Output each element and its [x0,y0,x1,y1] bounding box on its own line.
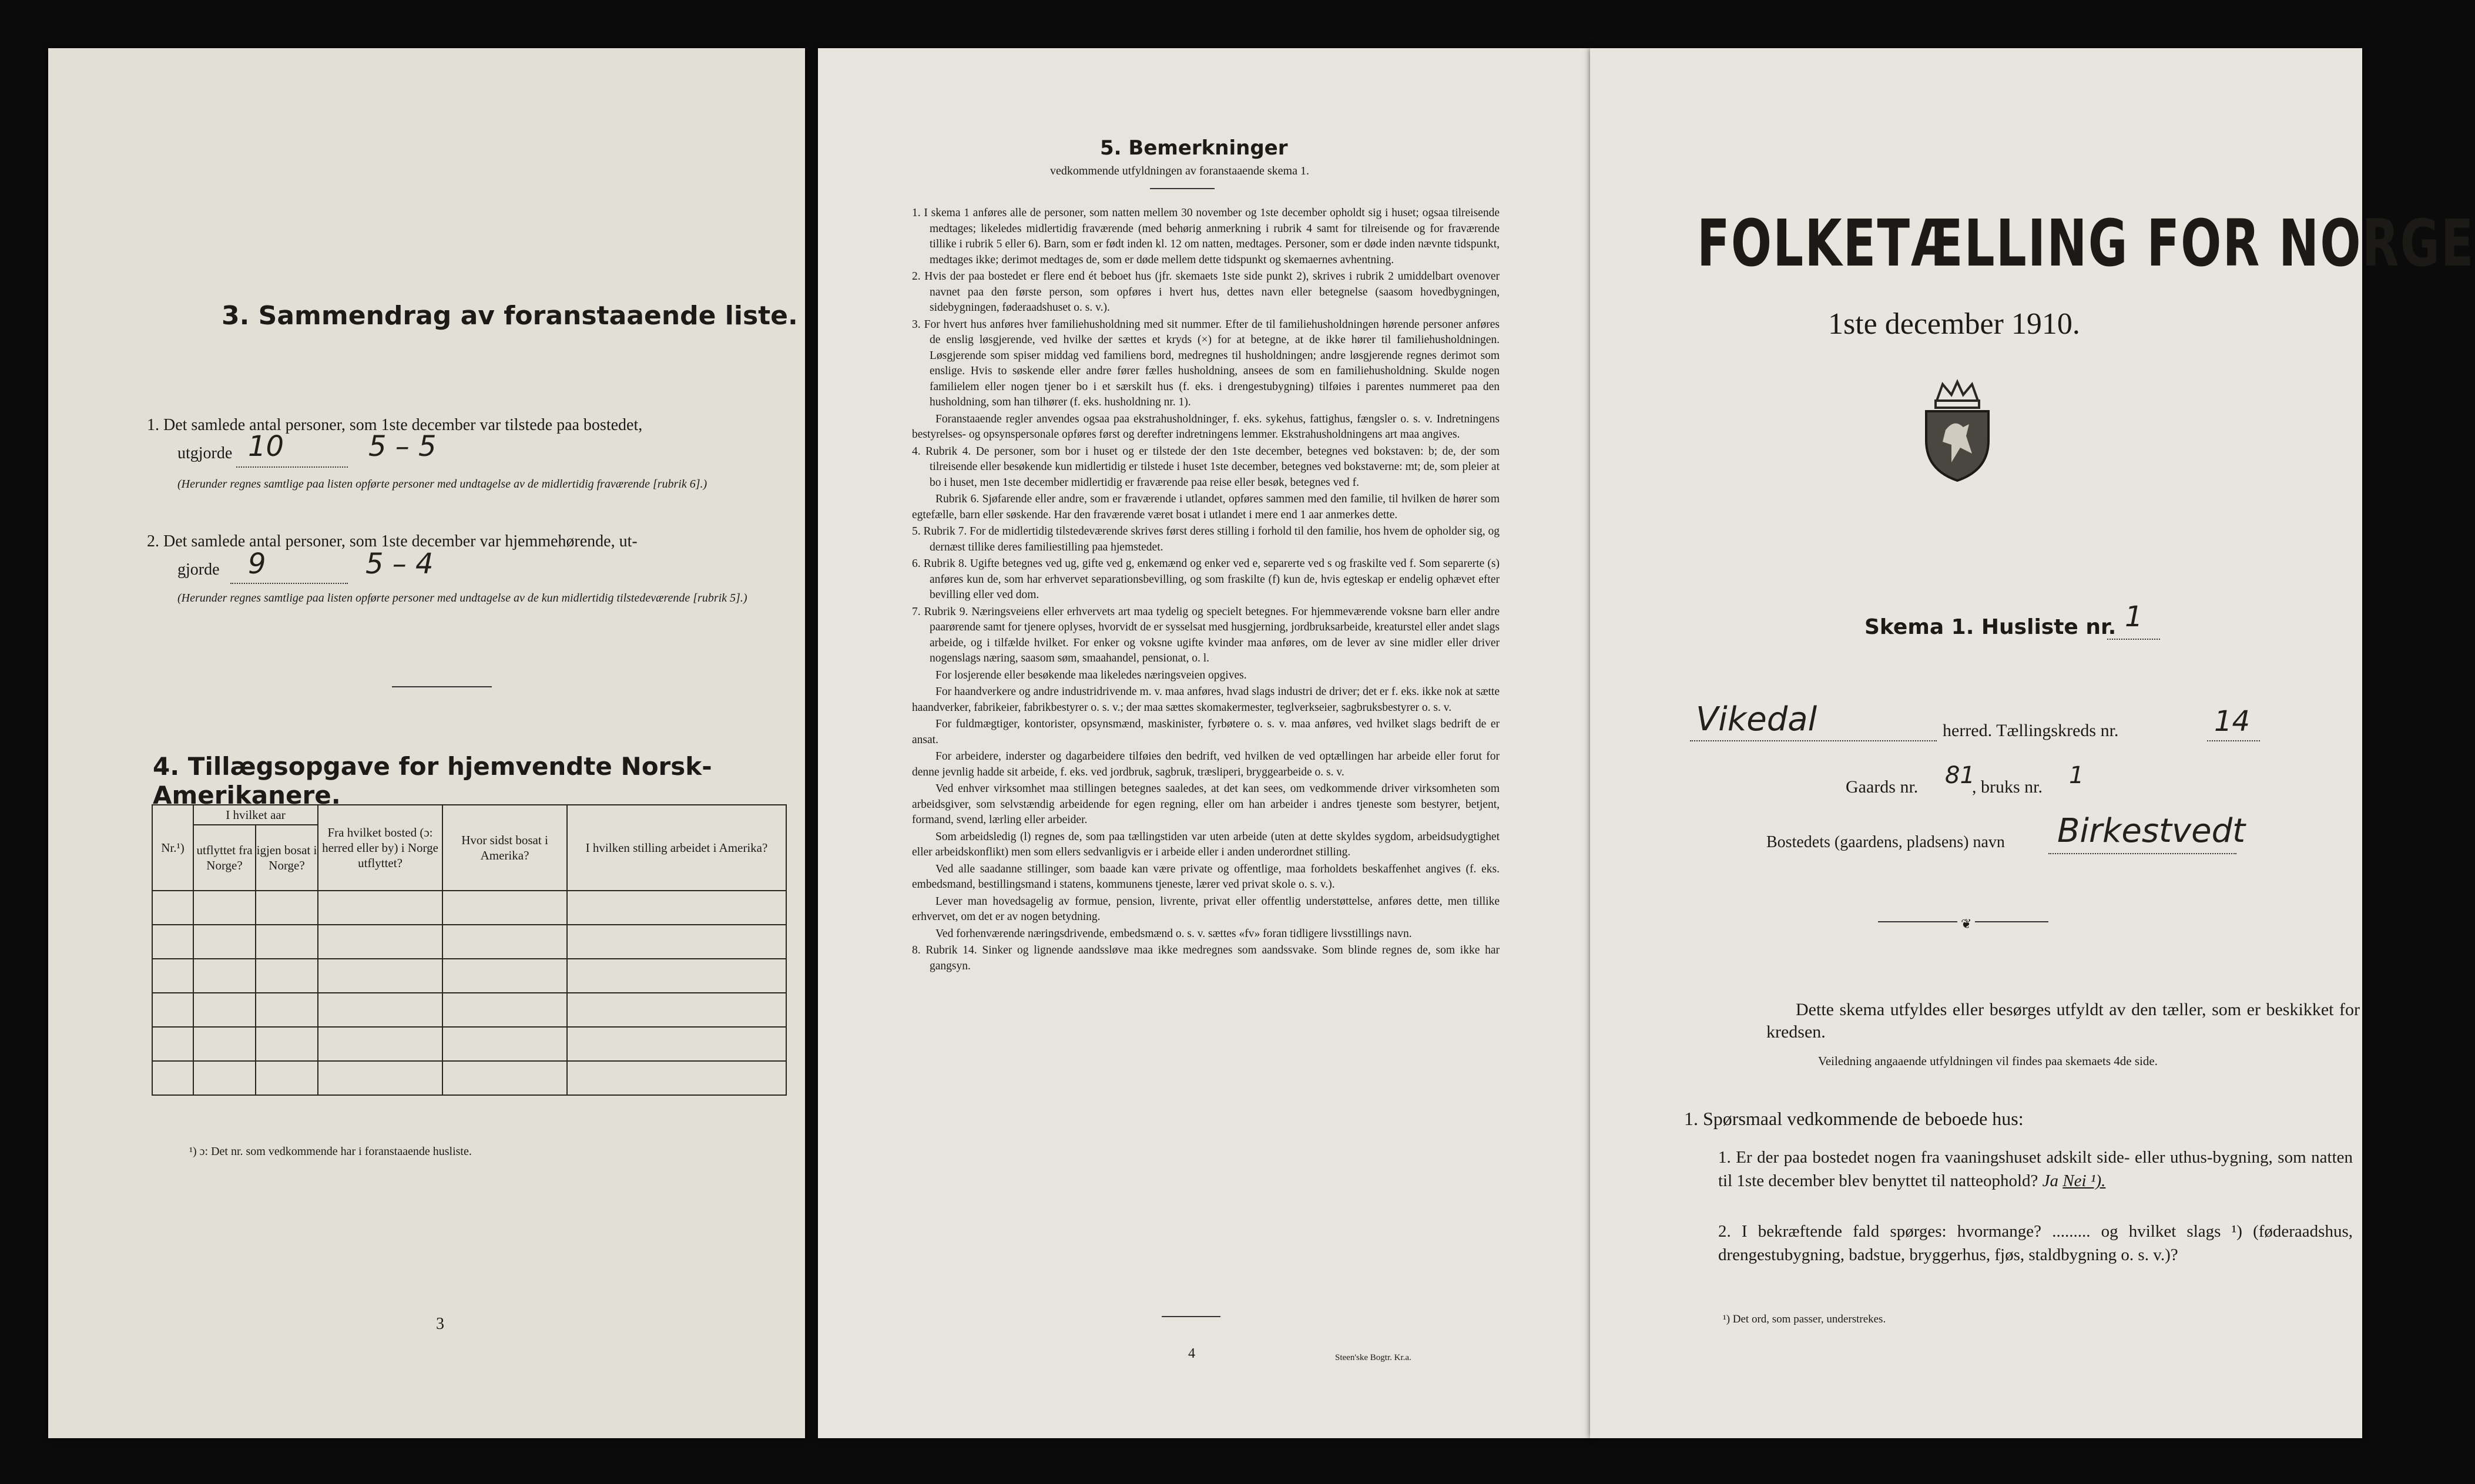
kreds-value: 14 [2214,705,2251,738]
table-footnote: ¹) ɔ: Det nr. som vedkommende har i foranstaaende husliste. [189,1145,472,1158]
remark-paragraph: 2. Hvis der paa bostedet er flere end ét beboet hus (jfr. skemaets 1ste side punkt 2), skrives i rubrik 2 umiddelbart ovenover navnet paa den første person, som opføres i hvert hus, dettes navn eller betegnelse (saasom hovedbygningen, sidebygningen, føderaadshuset o. s. v.). [912,270,1500,314]
guidance-text: Veiledning angaaende utfyldningen vil findes paa skemaets 4de side. [1818,1054,2158,1068]
instruction-text: Dette skema utfyldes eller besørges utfyldt av den tæller, som er beskikket for kredsen. [1766,1000,2360,1042]
bemerkninger-title: 5. Bemerkninger [1100,136,1288,160]
header-nr: Nr.¹) [152,805,193,891]
remark-paragraph: Ved enhver virksomhet maa stillingen betegnes saaledes, at det kan sees, om vedkommende driver virksomheten som arbeidsgiver, som selvstændig arbeidende for egen regning, eller om han arbeider i andres tjeneste som bestyrer, betjent, formand, svend, lærling eller arbeider. [912,783,1500,826]
q1-1 [1718,1146,2353,1193]
ornament-icon: ❦ [1957,916,1975,932]
remark-paragraph: Ved forhenværende næringsdrivende, embedsmænd o. s. v. sættes «fv» foran tidligere livsstillings navn. [935,927,1412,940]
bosted-label: Bostedets (gaardens, pladsens) navn [1766,833,2005,851]
schema-value: 1 [2125,600,2143,633]
page-1 [1590,48,2475,1438]
header-occupation: I hvilken stilling arbeidet i Amerika? [567,805,786,891]
bruks-value: 1 [2069,762,2084,789]
remark-paragraph: Rubrik 6. Sjøfarende eller andre, som er fraværende i utlandet, opføres sammen med den familie, til hvilken de hører som egtefælle, barn eller søskende. Har den fraværende været bosat i utlandet i mere end 1 aar anmerkes dette. [912,493,1500,521]
header-returned: igjen bosat i Norge? [256,825,318,891]
remark-paragraph: Som arbeidsledig (l) regnes de, som paa tællingstiden var uten arbeide (uten at dette skyldes sygdom, arbeidsudygtighet eller arbeidskonflikt) men som ellers sedvanligvis er i arbeide eller i anden underordnet stilling. [912,830,1500,858]
bruks-label: , bruks nr. [1972,777,2043,797]
remarks-column [912,206,1500,975]
section-4-title: 4. Tillægsopgave for hjemvendte Norsk-Amerikanere. [153,752,712,810]
bosted-value: Birkestvedt [2057,812,2246,850]
item2-prefix: gjorde [177,560,220,579]
remark-paragraph: 4. Rubrik 4. De personer, som bor i huset og er tilstede der den 1ste december, betegnes ved bokstaven: b; de, der som tilreisende eller besøkende kun midlertidig er tilstede i huset 1ste december, betegnes ved bokstaverne: mt; de, som pleier at bo i huset, men 1ste december midlertidig er fraværende paa reise eller besøk, betegnes ved f. [912,445,1500,489]
herred-label: herred. Tællingskreds nr. [1943,721,2119,740]
schema-dotline [2107,639,2160,640]
remark-paragraph: Foranstaaende regler anvendes ogsaa paa ekstrahusholdninger, f. eks. sykehus, fattighus, fængsler o. s. v. Indretningens bestyrelses- og opsynspersonale opføres først og derefter indretningens lemmer. Ekstrahusholdningens art maa angives. [912,412,1500,441]
page-4 [818,48,1590,1438]
item1-prefix: utgjorde [177,444,233,462]
end-rule [1162,1316,1220,1317]
table-row [152,993,786,1027]
q1-1-text: 1. Er der paa bostedet nogen fra vaaningshuset adskilt side- eller uthus-bygning, som natten til 1ste december blev benyttet til natteophold? [1718,1148,2353,1190]
item1-split: 5 – 5 [368,430,437,463]
item2-note: (Herunder regnes samtlige paa listen opførte personer med undtagelse av de kun midlertidig tilstedeværende [rubrik 5].) [177,592,747,605]
norsk-amerikanere-table [152,804,787,1096]
remark-paragraph: 1. I skema 1 anføres alle de personer, som natten mellem 30 november og 1ste december opholdt sig i huset; ogsaa tilreisende medtages; likeledes midlertidig fraværende (med behørig anmerkning i rubrik 4 samt for tilreisende og for fraværende tillike i rubrik 5 eller 6). Barn, som er født inden kl. 12 om natten, medtages. Personer, som er døde inden nævnte tidspunkt, medtages ikke; derimot medtages de, som er døde mellem dette tidspunkt og skemaernes avhentning. [912,207,1500,266]
q1-1-ja: Ja [2042,1171,2059,1190]
table-row [152,925,786,959]
remark-paragraph: For arbeidere, inderster og dagarbeidere tilføies den bedrift, ved hvilken de ved optællingen har arbeide eller forut for denne jevnlig hadde sit arbeide, f. eks. ved jordbruk, sagbruk, træsliperi, bryggearbeide o. s. v. [912,750,1500,778]
schema-label: Skema 1. Husliste nr. [1864,615,2117,639]
table-row [152,1061,786,1095]
section-3-title: 3. Sammendrag av foranstaaende liste. [222,301,798,331]
remark-paragraph: For losjerende eller besøkende maa likeledes næringsveien opgives. [935,669,1247,681]
remark-paragraph: Lever man hovedsagelig av formue, pension, livrente, privat eller offentlig understøttelse, anføres dette, men tillike erhvervet, om det er av nogen betydning. [912,895,1500,923]
printer-mark: Steen'ske Bogtr. Kr.a. [1335,1353,1411,1362]
page-number: 4 [1188,1346,1195,1361]
bemerkninger-subtitle: vedkommende utfyldningen av foranstaaende skema 1. [1050,164,1309,177]
norway-coat-of-arms-icon [1919,377,1996,483]
item1-note: (Herunder regnes samtlige paa listen opførte personer med undtagelse av de midlertidig fraværende [rubrik 6].) [177,478,707,491]
remark-paragraph: 6. Rubrik 8. Ugifte betegnes ved ug, gifte ved g, enkemænd og enker ved e, separerte ved s og fraskilte ved f. Som separerte (s) anføres kun de, som har erhvervet separationsbevilling, og som fraskilte (f) kun de, hvis egteskap er endelig ophævet efter bevilling eller ved dom. [912,558,1500,601]
q1-2-text: 2. I bekræftende fald spørges: hvormange? ......... og hvilket slags ¹) (føderaadshus, drengestubygning, badstue, bryggerhus, fjøs, staldbygning o. s. v.)? [1718,1222,2353,1264]
item2-dotline [230,583,348,584]
kreds-dotline [2207,740,2260,741]
main-title: FOLKETÆLLING FOR NORGE [1697,206,2475,281]
item1-text: 1. Det samlede antal personer, som 1ste december var tilstede paa bostedet, [147,416,643,434]
remark-paragraph: 3. For hvert hus anføres hver familiehusholdning med sit nummer. Efter de til familiehusholdningen hørende personer anføres de enslig løsgjerende, ved hvilke der sættes et kryds (×) for at betegne, at de ikke hører til familiehusholdningen. Løsgjerende som spiser middag ved familiens bord, medregnes til husholdningen; andre løsgjerende regnes derimot som enslige. Hvis to søskende eller andre fører fælles husholdning, ansees de som en familiehusholdning. Skulde nogen familielem eller nogen tjener bo i et særskilt hus (f. eks. i drengestubygning) tilføies i parentes nummeret paa den husholdning, som han tilhører (f. eks. husholdning nr. 1). [912,318,1500,408]
gaards-label: Gaards nr. [1846,777,1919,797]
table-row [152,1027,786,1061]
q1-title: 1. Spørsmaal vedkommende de beboede hus: [1684,1108,2024,1129]
herred-value: Vikedal [1696,700,1817,738]
gaards-value: 81 [1945,762,1975,789]
remark-paragraph: Ved alle saadanne stillinger, som baade kan være private og offentlige, maa forholdets beskaffenhet angives (f. eks. embedsmand, bestillingsmand i statens, kommunens tjeneste, lærer ved privat skole o. s. v.). [912,862,1500,891]
header-last-residence: Hvor sidst bosat i Amerika? [442,805,567,891]
remark-paragraph: For fuldmægtiger, kontorister, opsynsmænd, maskinister, fyrbøtere o. s. v. maa anføres, ved hvilket slags bedrift de er ansat. [912,718,1500,746]
page-3 [48,48,805,1438]
remark-paragraph: For haandverkere og andre industridrivende m. v. maa anføres, hvad slags industri de driver; det er f. eks. ikke nok at sætte haandverker, fabrikeier, fabrikbestyrer o. s. v.; der maa sættes skomakermester, teglverkseier, sagbruksbestyrer o. s. v. [912,686,1500,714]
remark-paragraph: 7. Rubrik 9. Næringsveiens eller erhvervets art maa tydelig og specielt betegnes. For hjemmeværende voksne barn eller andre paarørende samt for tjenere oplyses, hvorvidt de er sysselsat med husgjerning, jordbruksarbeide, kreaturstel eller andet slags arbeide, og i tilfælde hvilket. For enker og voksne ugifte kvinder maa anføres, om de lever av sine midler eller driver nogenslags næring, saasom søm, smaahandel, pensionat, o. l. [912,605,1500,664]
table-row [152,959,786,993]
q1-1-nei: Nei ¹). [2062,1171,2106,1190]
item2-split: 5 – 4 [365,548,434,580]
header-group: I hvilket aar [193,805,318,825]
remark-paragraph: 5. Rubrik 7. For de midlertidig tilstedeværende skrives først deres stilling i forhold til den familie, hos hvem de opholder sig, og dernæst tillike deres familiestilling paa hjemstedet. [912,525,1500,553]
table-row [152,891,786,925]
item2-text: 2. Det samlede antal personer, som 1ste december var hjemmehørende, ut- [147,532,638,550]
header-emigrated: utflyttet fra Norge? [193,825,256,891]
header-from-where: Fra hvilket bosted (ɔ: herred eller by) i Norge utflyttet? [318,805,442,891]
item2-value: 9 [248,548,266,580]
bosted-dotline [2048,853,2236,854]
title-rule [1150,188,1215,189]
section-divider [392,686,492,687]
page-number: 3 [436,1315,444,1333]
item1-dotline [236,466,348,468]
item1-value: 10 [248,430,284,463]
census-date: 1ste december 1910. [1828,307,2080,341]
right-footnote: ¹) Det ord, som passer, understrekes. [1723,1313,1886,1325]
herred-dotline [1690,740,1937,741]
remark-paragraph: 8. Rubrik 14. Sinker og lignende aandssløve maa ikke medregnes som aandssvake. Som blinde regnes de, som ikke har gangsyn. [912,944,1500,972]
